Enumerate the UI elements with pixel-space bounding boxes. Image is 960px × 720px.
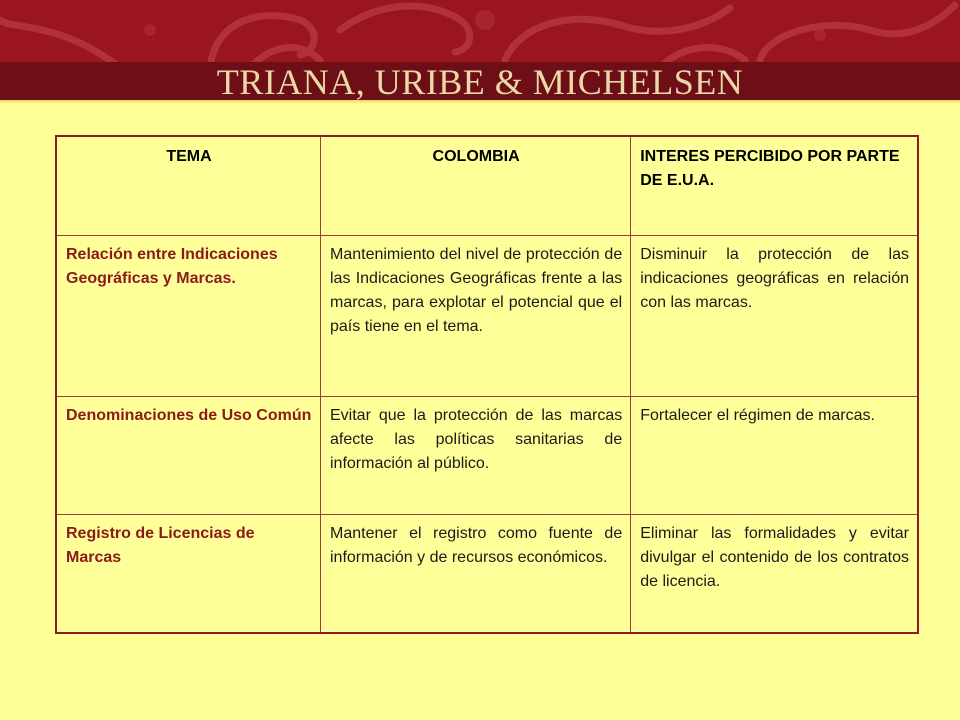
header-shadow — [0, 100, 960, 104]
cell-colombia: Evitar que la protección de las marcas afecte las políticas sanitarias de información al público. — [321, 397, 631, 515]
table-header-row — [56, 136, 918, 236]
cell-eua: Disminuir la protección de las indicaciones geográficas en relación con las marcas. — [631, 236, 918, 397]
table-row — [56, 397, 918, 515]
cell-tema: Relación entre Indicaciones Geográficas y Marcas. — [56, 236, 321, 397]
ornament-logo — [0, 0, 960, 68]
column-header-interes-eua: INTERES PERCIBIDO POR PARTE DE E.U.A. — [631, 136, 918, 236]
comparison-table — [55, 135, 919, 634]
cell-eua: Fortalecer el régimen de marcas. — [631, 397, 918, 515]
cell-tema: Registro de Licencias de Marcas — [56, 515, 321, 634]
table-row — [56, 515, 918, 634]
firm-title: TRIANA, URIBE & MICHELSEN — [216, 62, 744, 100]
column-header-tema: TEMA — [56, 136, 321, 236]
column-header-colombia: COLOMBIA — [321, 136, 631, 236]
cell-eua: Eliminar las formalidades y evitar divulgar el contenido de los contratos de licencia. — [631, 515, 918, 634]
cell-colombia: Mantenimiento del nivel de protección de las Indicaciones Geográficas frente a las marcas, para explotar el potencial que el país tiene en el tema. — [321, 236, 631, 397]
header-banner — [0, 0, 960, 100]
cell-tema: Denominaciones de Uso Común — [56, 397, 321, 515]
cell-colombia: Mantener el registro como fuente de información y de recursos económicos. — [321, 515, 631, 634]
table-row — [56, 236, 918, 397]
